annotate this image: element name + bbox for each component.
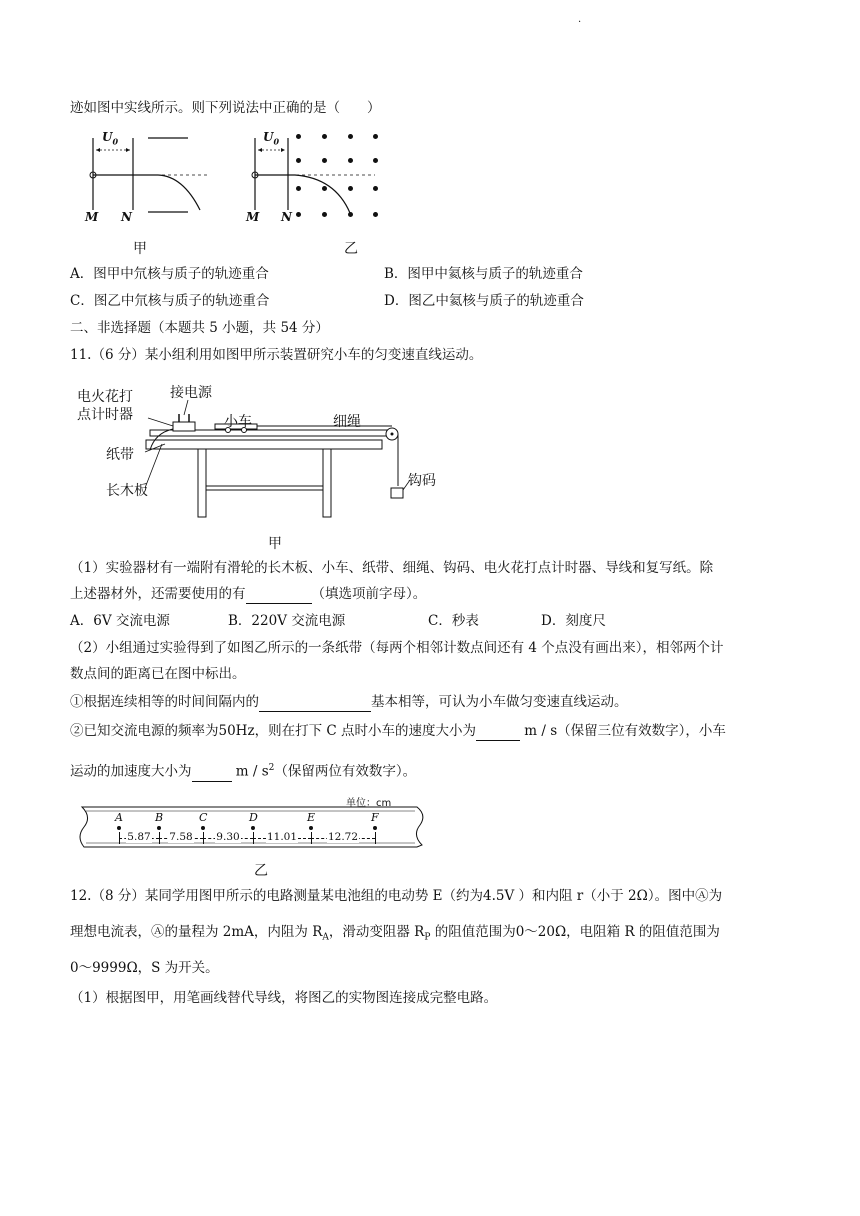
m-label: M xyxy=(85,210,99,224)
board-label: 长木板 xyxy=(106,483,148,499)
figure-caption: 甲 xyxy=(268,536,282,552)
tape-point-label: F xyxy=(371,811,379,824)
q11-stem: 11.（6 分）某小组利用如图甲所示装置研究小车的匀变速直线运动。 xyxy=(70,347,483,363)
answer-blank[interactable] xyxy=(259,697,371,712)
tape-gap-value: 12.72 xyxy=(327,831,359,843)
q12-line3: 0～9999Ω，S 为开关。 xyxy=(70,960,219,976)
q11-part2-q1: ①根据连续相等的时间间隔内的 基本相等，可认为小车做匀变速直线运动。 xyxy=(70,694,628,710)
field-dot xyxy=(348,158,353,163)
field-dot xyxy=(373,186,378,191)
cart-label: 小车 xyxy=(224,414,252,430)
q10-stem: 迹如图中实线所示。则下列说法中正确的是（ ） xyxy=(70,100,381,116)
field-dot xyxy=(373,212,378,217)
u0-label: $U_0$ xyxy=(102,130,119,147)
tape-point-label: E xyxy=(307,811,316,824)
q11-part2-q2: ②已知交流电源的频率为50Hz，则在打下 C 点时小车的速度大小为 m / s（保留三位有效数字），小车 xyxy=(70,723,726,739)
n-label: N xyxy=(281,210,292,224)
option-b: B．图甲中氦核与质子的轨迹重合 xyxy=(384,266,583,282)
answer-blank[interactable] xyxy=(476,726,520,741)
tape-point-label: D xyxy=(249,811,258,824)
field-dot xyxy=(348,186,353,191)
q12-line1: 12.（8 分）某同学用图甲所示的电路测量某电池组的电动势 E（约为4.5V ）和内阻 r（小于 2Ω）。图中Ⓐ为 xyxy=(70,888,723,904)
field-dot xyxy=(322,186,327,191)
q11-part2-line1: （2）小组通过实验得到了如图乙所示的一条纸带（每两个相邻计数点间还有 4 个点没有画出来），相邻两个计 xyxy=(70,640,724,656)
field-dot xyxy=(296,158,301,163)
choice-b: B．220V 交流电源 xyxy=(228,613,346,629)
tape-gap-value: 9.30 xyxy=(216,831,240,843)
choice-c: C．秒表 xyxy=(428,613,479,629)
tape-label: 纸带 xyxy=(106,447,134,463)
tape-tick xyxy=(375,832,376,844)
tape-point-dot xyxy=(251,826,255,830)
figure-caption: 乙 xyxy=(254,863,268,879)
field-dot xyxy=(322,158,327,163)
tape-gap-value: 7.58 xyxy=(169,831,193,843)
answer-blank[interactable] xyxy=(246,589,312,604)
q12-line2: 理想电流表，Ⓐ的量程为 2mA，内阻为 $R_A$，滑动变阻器 $R_P$ 的阻值范围为0～20Ω，电阻箱 R 的阻值范围为 xyxy=(70,924,720,943)
figure-caption: 甲 xyxy=(133,241,147,257)
figure-caption: 乙 xyxy=(344,241,358,257)
tape-point-dot xyxy=(373,826,377,830)
option-c: C．图乙中氘核与质子的轨迹重合 xyxy=(70,293,270,309)
tape-point-label: A xyxy=(115,811,123,824)
tape-point-dot xyxy=(309,826,313,830)
tape-point-dot xyxy=(117,826,121,830)
option-a: A．图甲中氘核与质子的轨迹重合 xyxy=(70,266,269,282)
field-dot xyxy=(322,134,327,139)
field-dot xyxy=(296,134,301,139)
tape-point-dot xyxy=(201,826,205,830)
tape-point-label: C xyxy=(199,811,208,824)
choice-d: D．刻度尺 xyxy=(541,613,606,629)
unit-label: 单位：cm xyxy=(346,798,392,809)
tape-point-label: B xyxy=(155,811,164,824)
option-d: D．图乙中氦核与质子的轨迹重合 xyxy=(384,293,584,309)
q12-part1: （1）根据图甲，用笔画线替代导线，将图乙的实物图连接成完整电路。 xyxy=(70,990,498,1006)
choice-a: A．6V 交流电源 xyxy=(70,613,170,629)
rope-label: 细绳 xyxy=(333,414,361,430)
tape-point-dot xyxy=(157,826,161,830)
field-dot xyxy=(296,186,301,191)
hook-label: 钩码 xyxy=(408,473,436,489)
answer-blank[interactable] xyxy=(192,767,232,782)
tape-gap-value: 11.01 xyxy=(266,831,298,843)
field-dot xyxy=(373,158,378,163)
q11-part2-q3: 运动的加速度大小为 m / $s^2$（保留两位有效数字）。 xyxy=(70,763,417,780)
q11-part1-line1: （1）实验器材有一端附有滑轮的长木板、小车、纸带、细绳、钩码、电火花打点计时器、导线和复写纸。除 xyxy=(70,560,714,576)
field-dot xyxy=(348,134,353,139)
m-label: M xyxy=(246,210,260,224)
timer-label: 电火花打 点计时器 xyxy=(77,389,133,423)
header-mark: . xyxy=(578,14,582,25)
n-label: N xyxy=(121,210,132,224)
q11-part2-line2: 数点间的距离已在图中标出。 xyxy=(70,666,246,682)
tape-gap-value: 5.87 xyxy=(127,831,151,843)
q11-part1-line2: 上述器材外，还需要使用的有 （填选项前字母）。 xyxy=(70,586,427,602)
section-title: 二、非选择题（本题共 5 小题，共 54 分） xyxy=(70,320,329,336)
power-label: 接电源 xyxy=(170,385,212,401)
field-dot xyxy=(296,212,301,217)
field-dot xyxy=(348,212,353,217)
field-dot xyxy=(373,134,378,139)
u0-label: $U_0$ xyxy=(263,130,280,147)
field-dot xyxy=(322,212,327,217)
